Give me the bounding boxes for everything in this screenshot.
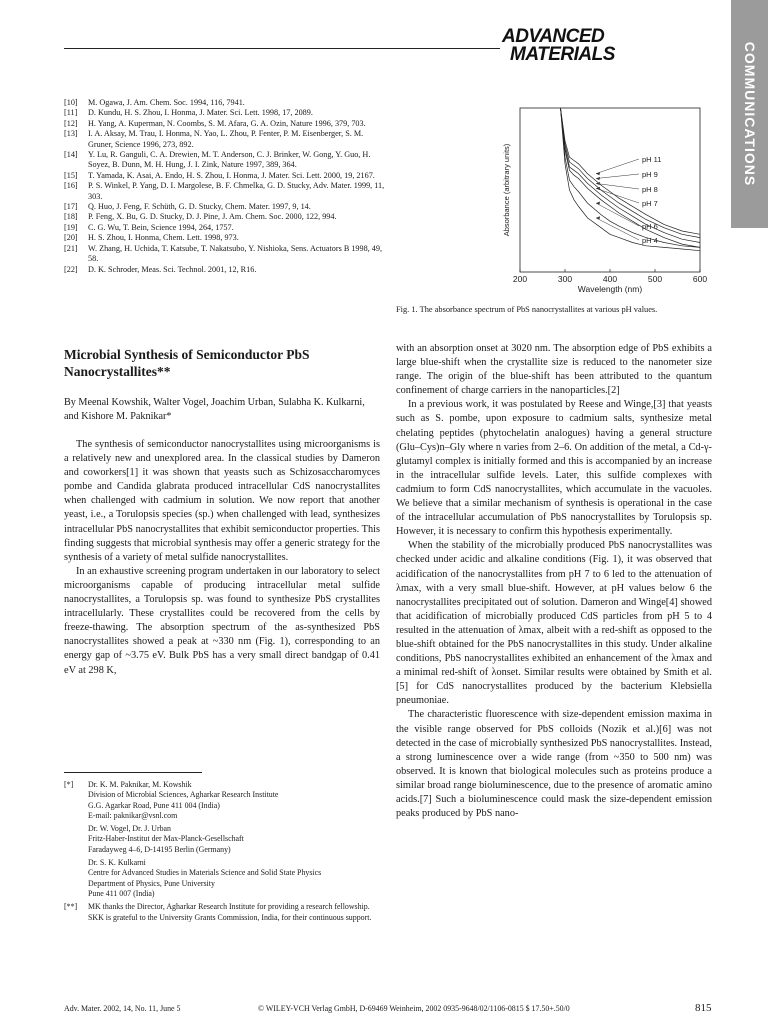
reference-item [64,212,386,222]
footnote-line: E-mail: paknikar@vsnl.com [88,810,178,820]
x-tick-label: 200 [512,274,528,284]
figure-caption: Fig. 1. The absorbance spectrum of PbS nanocrystallites at various pH values. [396,305,658,314]
reference-number: [18] [64,212,78,222]
reference-item [64,119,386,129]
side-tab-label: COMMUNICATIONS [741,41,758,187]
reference-number: [14] [64,150,78,160]
logo-line-materials: MATERIALS [510,44,615,65]
y-axis-label: Absorbance (arbitrary units) [502,143,511,237]
body-column-left [64,438,380,678]
header-rule [64,48,500,49]
reference-item [64,129,386,150]
footnote-line: Dr. S. K. Kulkarni [88,858,146,868]
reference-text: T. Yamada, K. Asai, A. Endo, H. S. Zhou, I. Honma, J. Mater. Sci. Lett. 2000, 19, 2167. [88,170,375,180]
reference-item [64,244,386,265]
series-line [561,108,701,238]
reference-item [64,233,386,243]
series-label: pH 6 [642,222,658,231]
reference-list [64,98,386,275]
reference-text: H. Yang, A. Kuperman, N. Coombs, S. M. Afara, G. A. Ozin, Nature 1996, 379, 703. [88,118,366,128]
reference-item [64,223,386,233]
series-line [561,108,701,247]
reference-item [64,98,386,108]
series-line [561,108,701,247]
reference-number: [17] [64,202,78,212]
reference-text: P. Feng, X. Bu, G. D. Stucky, D. J. Pine, J. Am. Chem. Soc. 2000, 122, 994. [88,212,337,222]
footnote-rule [64,772,202,773]
article-title: Microbial Synthesis of Semiconductor PbS Nanocrystallites** [64,347,310,379]
reference-number: [21] [64,243,78,253]
x-tick-label: 400 [602,274,618,284]
page-footer [0,1004,768,1018]
reference-number: [10] [64,98,78,107]
article-byline: By Meenal Kowshik, Walter Vogel, Joachim Urban, Sulabha K. Kulkarni, and Kishore M. Paknikar* [64,397,365,422]
reference-item [64,181,386,202]
series-label: pH 4 [642,236,658,245]
reference-text: H. S. Zhou, I. Honma, Chem. Lett. 1998, 973. [88,233,239,243]
body-paragraph: The characteristic fluorescence with size-dependent emission maxima in the visible range observed for PbS colloids (Nozik et al.)[6] was not detected in the case of microbially synthesized PbS nanocrystallites. Instead, a strong luminescence over a wide range (from ~350 to 500 nm) was observed. It is known that biological molecules such as proteins produce a similar broad range bioluminescence, due to the presence of aromatic amino acids.[7] Such a bioluminescence could mask the size-dependent emission peaks produced by PbS nano- [396,709,712,820]
body-paragraph: In an exhaustive screening program undertaken in our laboratory to select microorganisms capable of producing intracellular metal sulfide nanocrystallites, a Torulopsis sp. was found to synthesize PbS crystallites intracellularly. These crystallites could be recovered from the cells by freeze-thawing. The absorption spectrum of the as-synthesized PbS nanocrystallites showed a peak at ~330 nm (Fig. 1), corresponding to an energy gap of ~3.75 eV. Bulk PbS has a very small direct bandgap of 0.41 eV at 298 K, [64,565,380,676]
x-tick-label: 600 [692,274,708,284]
footnote-mark: [*] [64,780,74,789]
reference-text: Y. Lu, R. Ganguli, C. A. Drewien, M. T. Anderson, C. J. Brinker, W. Gong, Y. Guo, H. Soyez, B. Dunn, M. H. Hung, J. I. Zink, Nature 1997, 389, 364. [88,150,371,170]
footnotes [64,780,380,926]
series-arrow [596,174,639,179]
body-paragraph: In a previous work, it was postulated by Reese and Winge,[3] that yeasts such as S. pombe, upon exposure to cadmium salts, synthesize metal chelating peptides (phytochelatin analogues) having a general structure (Glu–Cys)n–Gly where n varies from 2–6. On addition of the metal, a Cd-γ-glutamyl complex is initially formed and this is accompanied by an increase in the intracellular sulfide levels. Later, this sulfide complexes with cadmium to form CdS nanocrystallites, which accumulate in the vacuoles. We believe that a similar mechanism of synthesis is operational in the case of the intracellular accumulation of PbS nanocrystallites by Torulopsis sp. However, it is necessary to confirm this hypothesis experimentally. [396,399,712,538]
footer-citation: Adv. Mater. 2002, 14, No. 11, June 5 [64,1004,181,1013]
footer-copyright: © WILEY-VCH Verlag GmbH, D-69469 Weinheim, 2002 0935-9648/02/1106-0815 $ 17.50+.50/0 [258,1004,570,1013]
absorbance-chart [496,104,720,300]
footnote-block [64,824,380,855]
x-axis-label: Wavelength (nm) [577,284,643,294]
reference-item [64,150,386,171]
series-line [561,108,701,251]
plot-frame [520,108,700,272]
reference-number: [11] [64,108,78,118]
reference-text: W. Zhang, H. Uchida, T. Katsube, T. Nakatsubo, Y. Nishioka, Sens. Actuators B 1998, 49, 58. [88,243,383,264]
footnote-line: G.G. Agarkar Road, Pune 411 004 (India) [88,800,220,810]
footnote-line: Fritz-Haber-Institut der Max-Planck-Gesellschaft [88,834,244,844]
footnote-block [64,858,380,899]
reference-number: [22] [64,264,78,274]
series-arrow-head [596,177,600,180]
reference-number: [13] [64,129,78,139]
series-arrow [596,159,639,174]
footnote-block [64,902,380,923]
footnote-line: Dr. K. M. Paknikar, M. Kowshik [88,780,192,789]
footnote-line: Centre for Advanced Studies in Materials Science and Solid State Physics [88,868,322,878]
reference-text: D. K. Schroder, Meas. Sci. Technol. 2001, 12, R16. [88,264,257,274]
journal-logo [502,28,615,64]
section-side-tab [731,0,768,228]
series-label: pH 11 [642,155,662,164]
body-paragraph: The synthesis of semiconductor nanocrystallites using microorganisms is a relatively new and unexplored area. In the classical studies by Dameron and coworkers[1] it was shown that yeasts such as Schizosaccharomyces pombe and Candida glabrata produced intracellular CdS nanocrystallites when challenged with cadmium in solution. We now report that another yeast, i.e., a Torulopsis species (sp.) when challenged with lead, synthesizes intracellular PbS nanocrystallites that exhibit semiconductor properties. This finding suggests that microbial synthesis may offer a generic strategy for the synthesis of a variety of metal sulfide nanocrystallites. [64,439,380,563]
footnote-block [64,780,380,821]
body-paragraph: with an absorption onset at 3020 nm. The absorption edge of PbS exhibits a large blue-shift when the crystallite size is reduced to the nanometer size range. The origin of the blue-shift has been attributed to the quantum confinement of charge carriers in the nanoparticles.[2] [396,343,712,397]
x-tick-label: 500 [647,274,663,284]
reference-number: [15] [64,170,78,180]
reference-number: [20] [64,233,78,243]
reference-text: P. S. Winkel, P. Yang, D. I. Margolese, B. F. Chmelka, G. D. Stucky, Adv. Mater. 1999, 11, 303. [88,181,385,201]
footnote-mark: [**] [64,902,78,912]
series-label: pH 7 [642,199,658,208]
body-paragraph: When the stability of the microbially produced PbS nanocrystallites was checked under acidic and alkaline conditions (Fig. 1), it was observed that acidification of the nanocrystallites from pH 7 to 6 led to the attenuation of λmax, with a very small blue-shift. However, at pH values below 6 the nanocrystallites precipitated out of solution. Dameron and Winge[4] showed that acidification of microbially produced CdS particles from pH 5 to 4 resulted in the attenuation of λmax, albeit with a red-shift as opposed to the blue-shift obtained for the PbS nanocrystallites in this study. Under alkaline conditions, PbS nanocrystallites exhibited an enhancement of the λmax and a minimal red-shift of λonset. Similar results were obtained by Smith et al.[5] for CdS nanocrystallites produced by the bacterium Klebsiella pneumoniae. [396,540,712,707]
reference-text: C. G. Wu, T. Bein, Science 1994, 264, 1757. [88,222,234,232]
reference-text: I. A. Aksay, M. Trau, I. Honma, N. Yao, L. Zhou, P. Fenter, P. M. Eisenberger, S. M. Gruner, Science 1996, 273, 892. [88,129,364,149]
reference-number: [12] [64,118,78,128]
series-arrow-head [596,172,600,175]
footnote-line: Pune 411 007 (India) [88,888,155,898]
reference-number: [16] [64,181,78,191]
footnote-line: Dr. W. Vogel, Dr. J. Urban [88,824,171,834]
reference-text: D. Kundu, H. S. Zhou, I. Honma, J. Mater. Sci. Lett. 1998, 17, 2089. [88,108,313,118]
reference-item [64,171,386,181]
reference-text: M. Ogawa, J. Am. Chem. Soc. 1994, 116, 7941. [88,98,245,107]
series-line [561,108,701,234]
series-line [561,108,701,243]
reference-item [64,265,386,275]
footnote-line: Department of Physics, Pune University [88,878,215,888]
footnote-line: MK thanks the Director, Agharkar Research Institute for providing a research fellowship. SKK is grateful to the University Grants Commission, India, for their continuous support. [88,902,372,922]
reference-number: [19] [64,222,78,232]
page-number: 815 [695,1002,712,1014]
reference-item [64,202,386,212]
x-tick-label: 300 [557,274,573,284]
logo-line-advanced: ADVANCED [502,26,605,47]
body-column-right [396,342,712,821]
reference-item [64,108,386,118]
reference-text: Q. Huo, J. Feng, F. Schüth, G. D. Stucky, Chem. Mater. 1997, 9, 14. [88,202,311,212]
series-label: pH 8 [642,185,658,194]
series-label: pH 9 [642,170,658,179]
footnote-line: Faradayweg 4–6, D-14195 Berlin (Germany) [88,844,231,854]
footnote-line: Division of Microbial Sciences, Agharkar Research Institute [88,790,279,800]
